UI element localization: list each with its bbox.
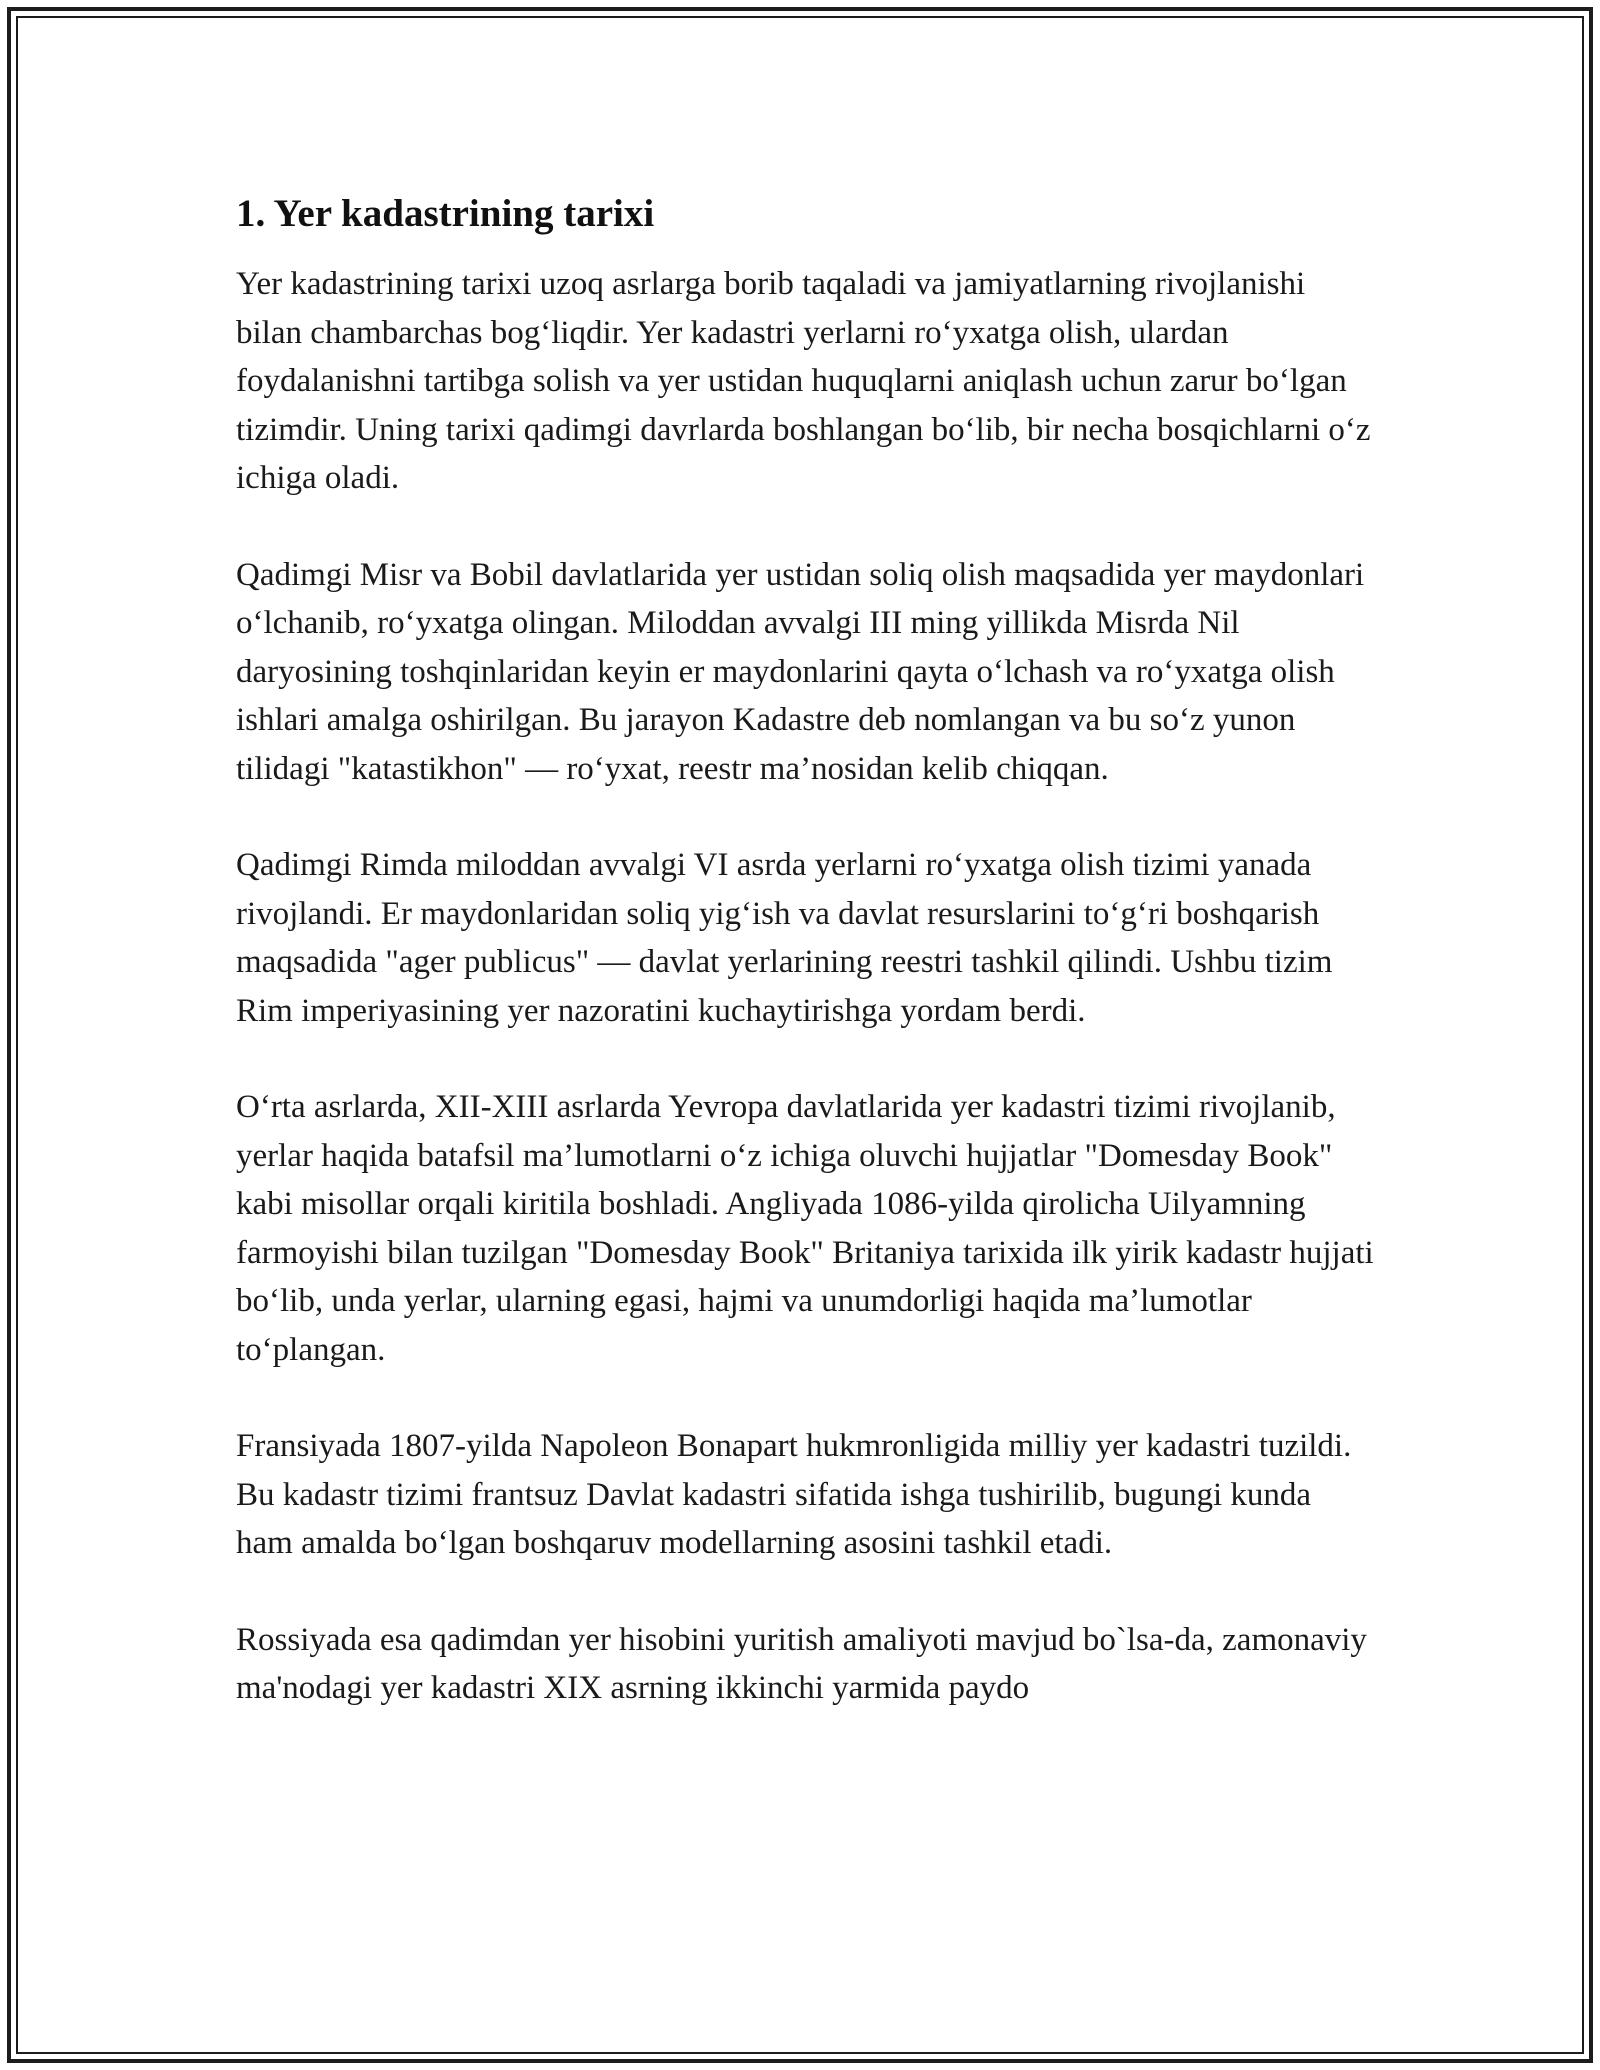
- document-body: [236, 186, 1376, 1761]
- paragraph-middle-ages: O‘rta asrlarda, XII-XIII asrlarda Yevropa davlatlarida yer kadastri tizimi rivojlanib, yerlar haqida batafsil ma’lumotlarni o‘z ichiga oluvchi hujjatlar "Domesday Book" kabi misollar orqali kiritila boshladi. Angliyada 1086-yilda qirolicha Uilyamning farmoyishi bilan tuzilgan "Domesday Book" Britaniya tarixida ilk yirik kadastr hujjati bo‘lib, unda yerlar, ularning egasi, hajmi va unumdorligi haqida ma’lumotlar to‘plangan.: [236, 1089, 1374, 1368]
- paragraph-intro: Yer kadastrining tarixi uzoq asrlarga borib taqaladi va jamiyatlarning rivojlanishi bilan chambarchas bog‘liqdir. Yer kadastri yerlarni ro‘yxatga olish, ulardan foydalanishni tartibga solish va yer ustidan huquqlarni aniqlash uchun zarur bo‘lgan tizimdir. Uning tarixi qadimgi davrlarda boshlangan bo‘lib, bir necha bosqichlarni o‘z ichiga oladi.: [236, 266, 1371, 496]
- paragraph-egypt-babylon: Qadimgi Misr va Bobil davlatlarida yer ustidan soliq olish maqsadida yer maydonlari o‘lchanib, ro‘yxatga olingan. Miloddan avvalgi III ming yillikda Misrda Nil daryosining toshqinlaridan keyin er maydonlarini qayta o‘lchash va ro‘yxatga olish ishlari amalga oshirilgan. Bu jarayon Kadastre deb nomlangan va bu so‘z yunon tilidagi "katastikhon" — ro‘yxat, reestr ma’nosidan kelib chiqqan.: [236, 556, 1365, 787]
- paragraph-france: Fransiyada 1807-yilda Napoleon Bonapart hukmronligida milliy yer kadastri tuzildi. Bu kadastr tizimi frantsuz Davlat kadastri sifatida ishga tushirilib, bugungi kunda ham amalda bo‘lgan boshqaruv modellarning asosini tashkil etadi.: [236, 1428, 1352, 1561]
- paragraph-rome: Qadimgi Rimda miloddan avvalgi VI asrda yerlarni ro‘yxatga olish tizimi yanada rivojlandi. Er maydonlaridan soliq yig‘ish va davlat resurslarini to‘g‘ri boshqarish maqsadida "ager publicus" — davlat yerlarining reestri tashkil qilindi. Ushbu tizim Rim imperiyasining yer nazoratini kuchaytirishga yordam berdi.: [236, 847, 1333, 1029]
- section-heading: 1. Yer kadastrining tarixi: [236, 192, 655, 235]
- paragraph-russia: Rossiyada esa qadimdan yer hisobini yuritish amaliyoti mavjud bo`lsa-da, zamonaviy ma'nodagi yer kadastri XIX asrning ikkinchi yarmida paydo: [236, 1621, 1367, 1706]
